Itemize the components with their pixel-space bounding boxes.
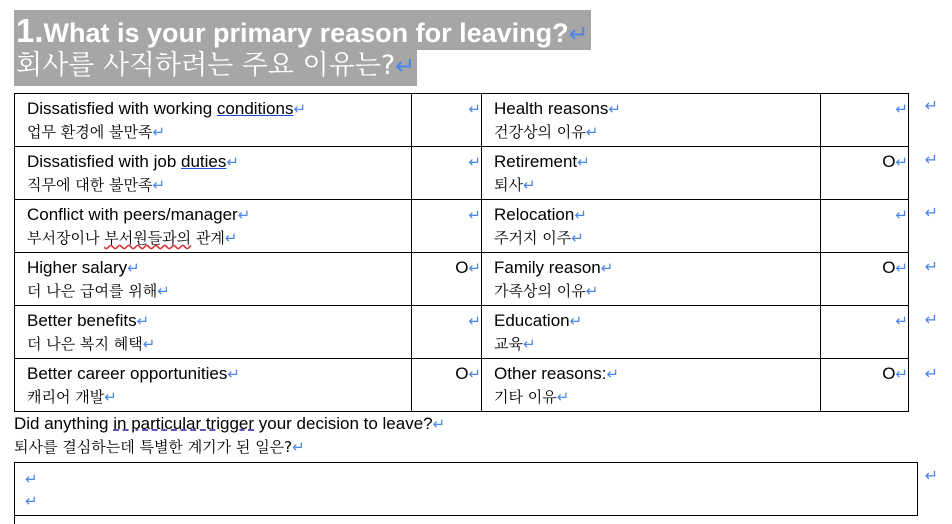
paragraph-mark-icon: ↵ (924, 366, 938, 383)
reason-english: Higher salary↵ (27, 258, 140, 277)
question-english: Did anything in particular trigger your decision to leave?↵ (14, 414, 446, 433)
reason-korean: 캐리어 개발↵ (27, 388, 117, 406)
paragraph-mark-icon: ↵ (152, 176, 166, 194)
reason-english: Dissatisfied with working conditions↵ (27, 99, 307, 118)
question-number: 1. (16, 12, 44, 49)
paragraph-mark-icon: ↵ (608, 101, 621, 118)
reason-check-cell[interactable] (412, 253, 482, 306)
reason-korean: 주거지 이주↵ (494, 229, 584, 247)
paragraph-mark-icon: ↵ (895, 154, 908, 171)
table-row (15, 147, 909, 200)
reason-korean: 건강상의 이유↵ (494, 123, 599, 141)
reason-label (15, 200, 412, 253)
reason-check-cell[interactable] (412, 359, 482, 412)
reason-label (482, 359, 821, 412)
paragraph-mark-icon: ↵ (522, 335, 536, 353)
table-row (15, 200, 909, 253)
table-row (15, 306, 909, 359)
reason-label (15, 359, 412, 412)
reason-label (482, 200, 821, 253)
reason-korean: 퇴사↵ (494, 176, 536, 194)
reason-label (482, 253, 821, 306)
check-mark: O (882, 152, 896, 171)
paragraph-mark-icon: ↵ (127, 260, 140, 277)
reason-check-cell[interactable] (821, 306, 909, 359)
reason-label (15, 147, 412, 200)
reason-label (482, 147, 821, 200)
reason-korean: 직무에 대한 불만족↵ (27, 176, 166, 194)
table-row (15, 253, 909, 306)
check-mark: O (882, 258, 896, 277)
reason-english: Better career opportunities↵ (27, 364, 240, 383)
reason-english: Other reasons:↵ (494, 364, 620, 383)
reason-check-cell[interactable] (412, 147, 482, 200)
paragraph-mark-icon: ↵ (924, 152, 938, 169)
paragraph-mark-icon: ↵ (924, 312, 938, 329)
reason-check-cell[interactable] (821, 147, 909, 200)
reason-english: Retirement↵ (494, 152, 590, 171)
paragraph-mark-icon: ↵ (924, 98, 938, 115)
reasons-table (14, 93, 909, 412)
reason-check-cell[interactable] (412, 200, 482, 253)
reason-english: Relocation↵ (494, 205, 587, 224)
reason-check-cell[interactable] (821, 94, 909, 147)
paragraph-mark-icon: ↵ (468, 154, 481, 171)
paragraph-mark-icon: ↵ (468, 101, 481, 118)
reason-check-cell[interactable] (821, 253, 909, 306)
paragraph-mark-icon: ↵ (895, 313, 908, 330)
paragraph-mark-icon: ↵ (571, 229, 584, 247)
paragraph-mark-icon: ↵ (577, 154, 590, 171)
paragraph-mark-icon: ↵ (227, 366, 240, 383)
reason-label (15, 253, 412, 306)
trigger-question (14, 413, 445, 458)
question-korean: 퇴사를 결심하는데 특별한 계기가 된 일은?↵ (14, 438, 305, 456)
paragraph-mark-icon: ↵ (468, 313, 481, 330)
paragraph-mark-icon: ↵ (25, 493, 38, 510)
marked-text: duties (181, 152, 227, 171)
paragraph-mark-icon: ↵ (895, 260, 908, 277)
paragraph-mark-icon: ↵ (224, 229, 238, 247)
reason-label (482, 94, 821, 147)
reason-english: Better benefits↵ (27, 311, 150, 330)
paragraph-mark-icon: ↵ (924, 468, 938, 485)
title-korean-line (14, 50, 417, 86)
answer-field[interactable] (14, 462, 918, 516)
paragraph-mark-icon: ↵ (568, 21, 589, 48)
paragraph-mark-icon: ↵ (226, 154, 239, 171)
paragraph-mark-icon: ↵ (522, 176, 536, 194)
paragraph-mark-icon: ↵ (104, 388, 117, 406)
paragraph-mark-icon: ↵ (569, 313, 583, 330)
check-mark: O (455, 364, 469, 383)
paragraph-mark-icon: ↵ (136, 313, 150, 330)
reason-check-cell[interactable] (412, 306, 482, 359)
title-english: What is your primary reason for leaving? (43, 18, 569, 48)
paragraph-mark-icon: ↵ (600, 260, 614, 277)
reason-korean: 부서장이나 부서원들과의 관계↵ (27, 229, 238, 247)
marked-text: conditions (216, 99, 294, 118)
paragraph-mark-icon: ↵ (468, 207, 481, 224)
reason-check-cell[interactable] (412, 94, 482, 147)
table-row (15, 94, 909, 147)
reason-korean: 더 나은 복지 혜택↵ (27, 335, 156, 353)
check-mark: O (455, 258, 469, 277)
spellcheck-text: 부서원들과의 (104, 229, 192, 247)
paragraph-mark-icon: ↵ (574, 207, 587, 224)
paragraph-mark-icon: ↵ (895, 101, 908, 118)
reason-korean: 교육↵ (494, 335, 536, 353)
table-row (15, 359, 909, 412)
paragraph-mark-icon: ↵ (556, 388, 570, 406)
reason-label (15, 306, 412, 359)
paragraph-mark-icon: ↵ (606, 366, 620, 383)
text-cursor (14, 516, 15, 524)
paragraph-mark-icon: ↵ (924, 259, 938, 276)
paragraph-mark-icon: ↵ (468, 366, 481, 383)
check-mark: O (882, 364, 896, 383)
paragraph-mark-icon: ↵ (585, 282, 599, 300)
paragraph-mark-icon: ↵ (468, 260, 481, 277)
paragraph-mark-icon: ↵ (142, 335, 156, 353)
paragraph-mark-icon: ↵ (293, 101, 307, 118)
paragraph-mark-icon: ↵ (152, 123, 166, 141)
paragraph-mark-icon: ↵ (237, 207, 251, 224)
reason-check-cell[interactable] (821, 359, 909, 412)
reason-english: Family reason↵ (494, 258, 614, 277)
reason-korean: 가족상의 이유↵ (494, 282, 599, 300)
paragraph-mark-icon: ↵ (895, 366, 908, 383)
paragraph-mark-icon: ↵ (395, 52, 416, 80)
paragraph-mark-icon: ↵ (585, 123, 599, 141)
reason-english: Health reasons↵ (494, 99, 621, 118)
paragraph-mark-icon: ↵ (895, 207, 908, 224)
paragraph-mark-icon: ↵ (25, 471, 38, 488)
paragraph-mark-icon: ↵ (924, 205, 938, 222)
title-english-line (14, 10, 591, 50)
reason-korean: 업무 환경에 불만족↵ (27, 123, 166, 141)
reason-check-cell[interactable] (821, 200, 909, 253)
reason-english: Dissatisfied with job duties↵ (27, 152, 239, 171)
reason-english: Education↵ (494, 311, 583, 330)
question-title (14, 10, 591, 86)
reason-label (482, 306, 821, 359)
reason-label (15, 94, 412, 147)
title-korean: 회사를 사직하려는 주요 이유는? (16, 50, 396, 81)
reason-english: Conflict with peers/manager↵ (27, 205, 251, 224)
paragraph-mark-icon: ↵ (157, 282, 170, 300)
reason-korean: 기타 이유↵ (494, 388, 570, 406)
reason-korean: 더 나은 급여를 위해↵ (27, 282, 170, 300)
